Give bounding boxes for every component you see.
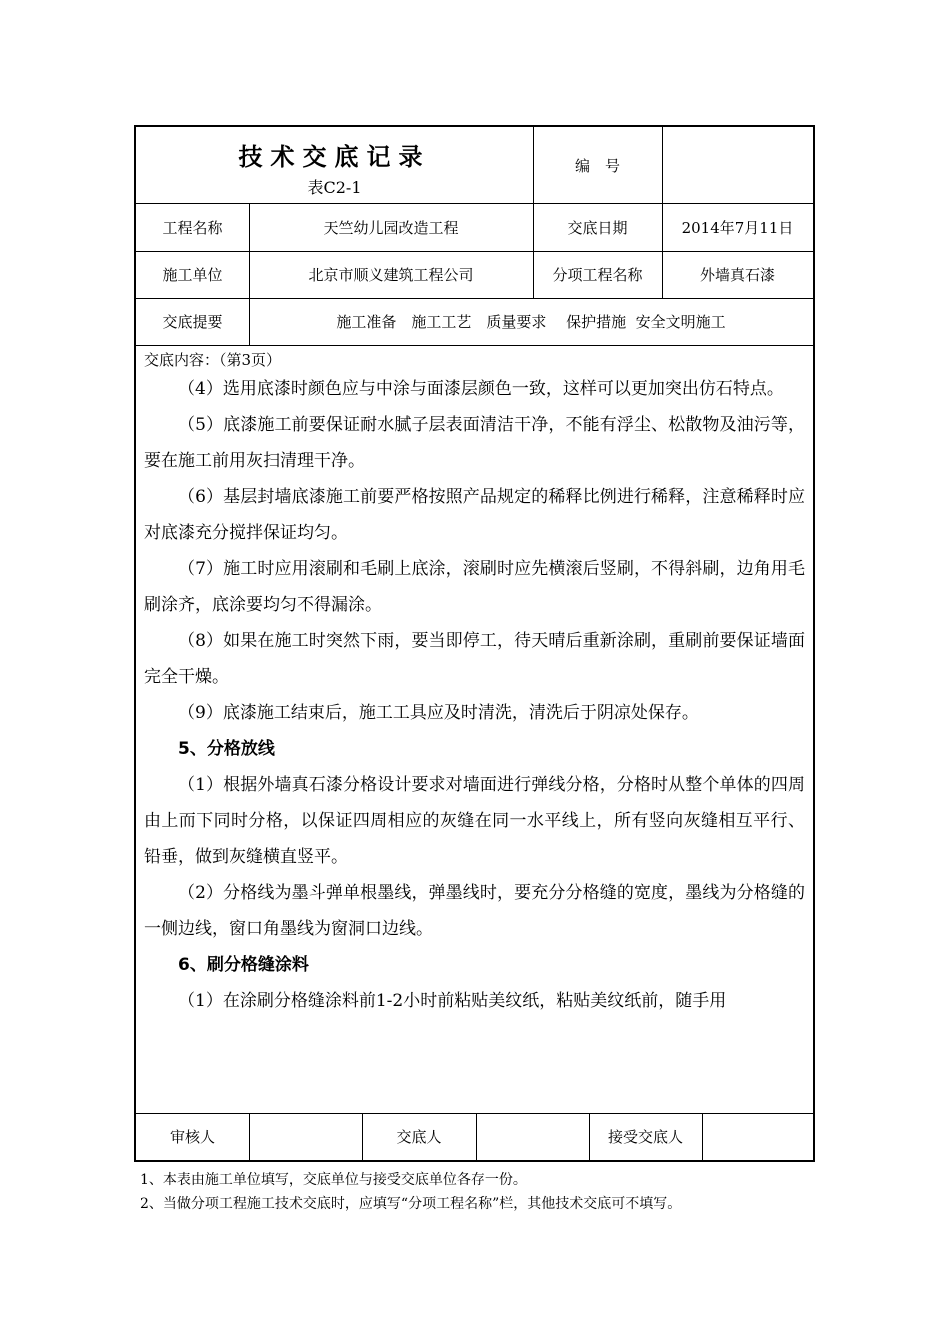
reviewer-label: 审核人: [169, 1128, 215, 1146]
number-label: 编 号: [574, 156, 620, 175]
project-name-value[interactable]: 天竺幼儿园改造工程: [323, 218, 459, 237]
summary-value[interactable]: 施工准备 施工工艺 质量要求 保护措施 安全文明施工: [336, 313, 726, 331]
sub-project-label: 分项工程名称: [552, 266, 643, 284]
note-line: 1、本表由施工单位填写，交底单位与接受交底单位各存一份。: [140, 1172, 527, 1188]
receiver-value[interactable]: [702, 1113, 813, 1160]
content-paragraph: （6）基层封墙底漆施工前要严格按照产品规定的稀释比例进行稀释，注意稀释时应对底漆充分搅拌保证均匀。: [144, 487, 805, 543]
presenter-value[interactable]: [476, 1113, 589, 1160]
reviewer-value[interactable]: [249, 1113, 362, 1160]
summary-label: 交底提要: [162, 313, 223, 331]
form-code: 表C2-1: [307, 178, 362, 197]
form-notes: [140, 1168, 840, 1216]
content-paragraph: （4）选用底漆时颜色应与中涂与面漆层颜色一致，这样可以更加突出仿石特点。: [178, 379, 784, 399]
section-heading: 5、分格放线: [178, 739, 275, 759]
number-value[interactable]: [662, 127, 813, 203]
content-paragraph: （2）分格线为墨斗弹单根墨线，弹墨线时，要充分分格缝的宽度，墨线为分格缝的一侧边线，窗口角墨线为窗洞口边线。: [144, 883, 805, 939]
sub-project-value[interactable]: 外墙真石漆: [699, 266, 775, 284]
presenter-label: 交底人: [396, 1128, 442, 1146]
content-heading: 交底内容：（第3页）: [144, 351, 282, 369]
content-paragraph: （9）底漆施工结束后，施工工具应及时清洗，清洗后于阴凉处保存。: [178, 703, 699, 723]
note-line: 2、当做分项工程施工技术交底时，应填写“分项工程名称”栏，其他技术交底可不填写。: [140, 1196, 682, 1212]
technical-disclosure-form: [134, 125, 815, 1162]
content-paragraph: （5）底漆施工前要保证耐水腻子层表面清洁干净，不能有浮尘、松散物及油污等，要在施工前用灰扫清理干净。: [144, 415, 805, 471]
content-paragraph: （8）如果在施工时突然下雨，要当即停工，待天晴后重新涂刷，重刷前要保证墙面完全干燥。: [144, 631, 805, 687]
row-divider: [136, 345, 813, 346]
construction-unit-label: 施工单位: [162, 266, 223, 284]
content-paragraph: （1）根据外墙真石漆分格设计要求对墙面进行弹线分格，分格时从整个单体的四周由上而下同时分格，以保证四周相应的灰缝在同一水平线上，所有竖向灰缝相互平行、铅垂，做到灰缝横直竖平。: [144, 775, 805, 867]
form-title: 技术交底记录: [238, 142, 431, 171]
disclosure-date-value[interactable]: 2014年7月11日: [681, 218, 794, 237]
content-paragraph: （7）施工时应用滚刷和毛刷上底涂，滚刷时应先横滚后竖刷，不得斜刷，边角用毛刷涂齐，底涂要均匀不得漏涂。: [144, 559, 805, 615]
receiver-label: 接受交底人: [607, 1128, 683, 1146]
disclosure-content: [136, 347, 813, 1113]
project-name-label: 工程名称: [162, 218, 223, 237]
section-heading: 6、刷分格缝涂料: [178, 955, 309, 975]
construction-unit-value[interactable]: 北京市顺义建筑工程公司: [308, 266, 474, 284]
disclosure-date-label: 交底日期: [567, 218, 628, 237]
content-paragraph: （1）在涂刷分格缝涂料前1-2小时前粘贴美纹纸，粘贴美纹纸前，随手用: [178, 991, 727, 1011]
